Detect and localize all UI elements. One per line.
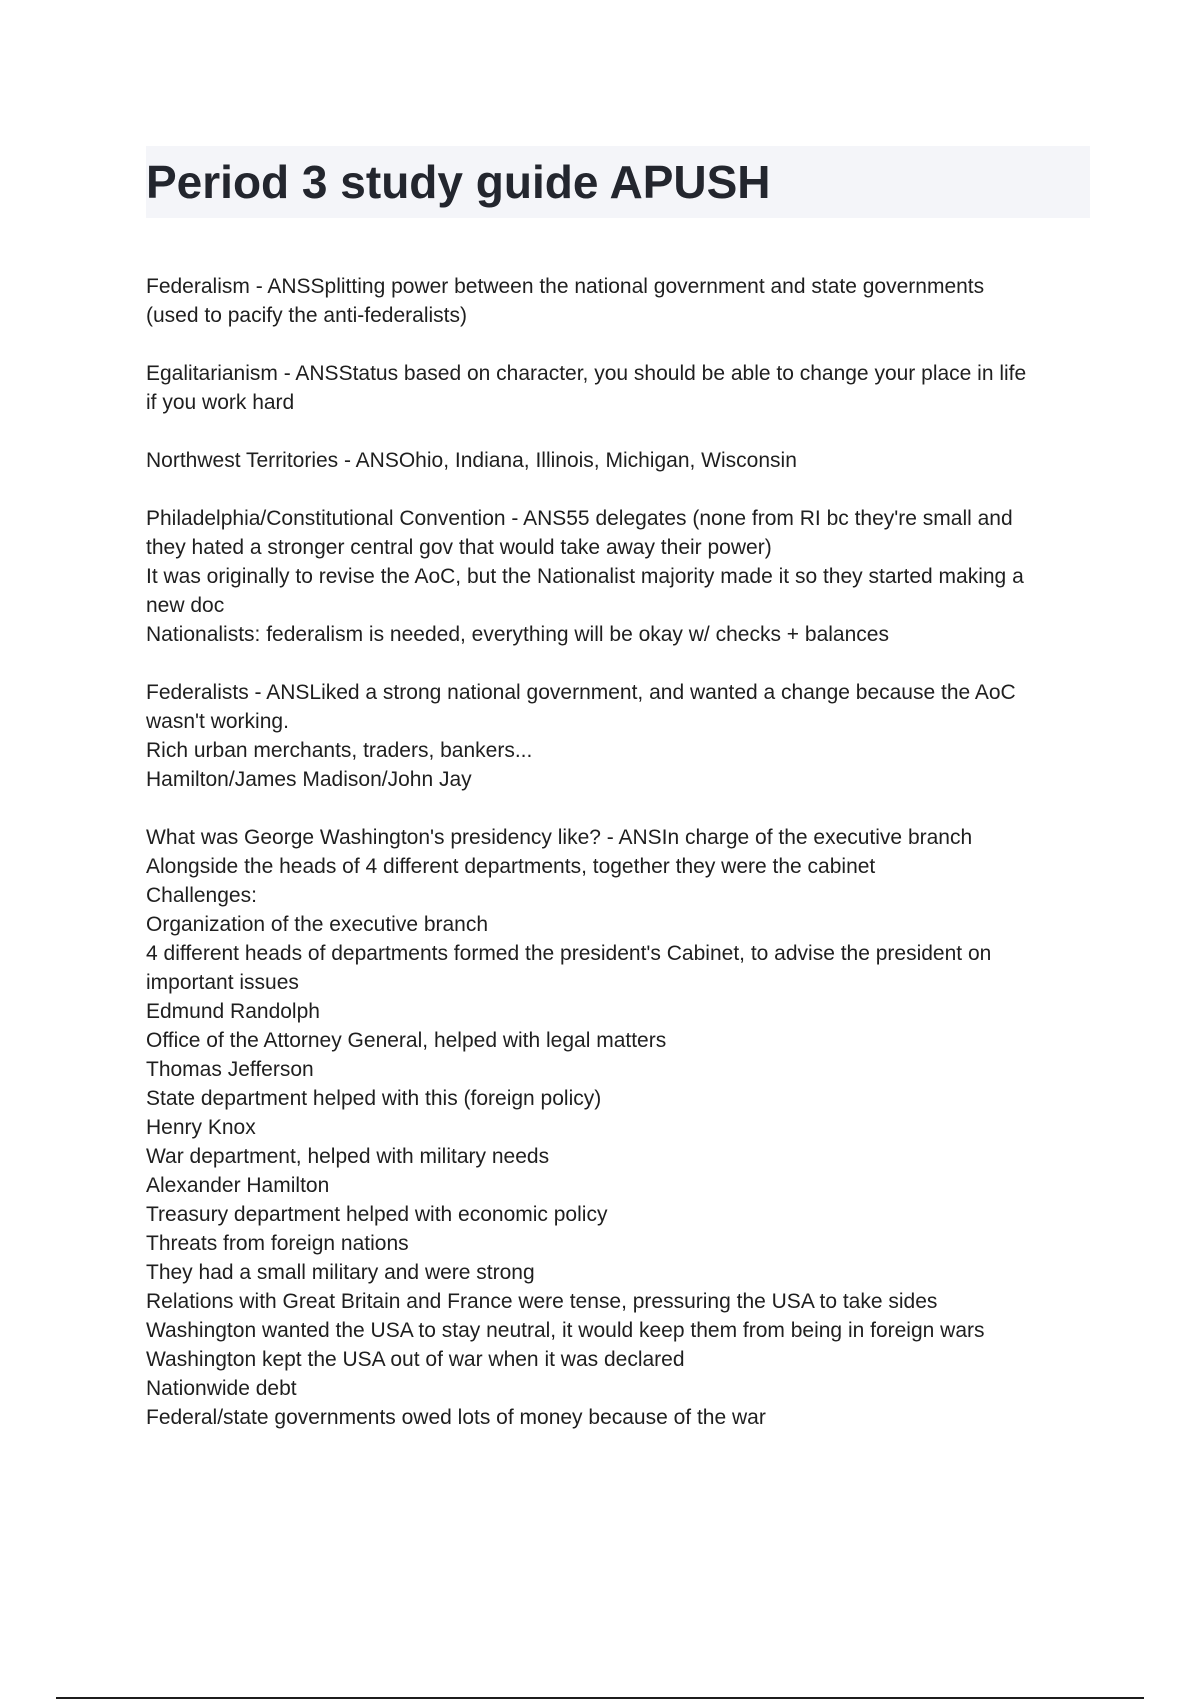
- study-entry: [146, 678, 1090, 794]
- entry-line: Federal/state governments owed lots of money because of the war: [146, 1406, 766, 1429]
- title-banner: [146, 146, 1090, 218]
- entry-line: Challenges:: [146, 884, 257, 907]
- document-title: Period 3 study guide APUSH: [146, 156, 771, 208]
- entry-line: Organization of the executive branch: [146, 913, 489, 936]
- study-entry: [146, 272, 1090, 330]
- study-entry: [146, 823, 1090, 1432]
- entry-line: Alexander Hamilton: [146, 1174, 330, 1197]
- entry-line: It was originally to revise the AoC, but the Nationalist majority made it so they started making a: [146, 565, 1024, 588]
- entry-line: if you work hard: [146, 391, 295, 414]
- entry-line: Northwest Territories - ANSOhio, Indiana, Illinois, Michigan, Wisconsin: [146, 449, 797, 472]
- entry-line: Federalists - ANSLiked a strong national government, and wanted a change because the AoC: [146, 681, 1016, 704]
- entry-line: Thomas Jefferson: [146, 1058, 314, 1081]
- page-bottom-rule: [56, 1697, 1144, 1699]
- entry-line: Philadelphia/Constitutional Convention - ANS55 delegates (none from RI bc they're small and: [146, 507, 1013, 530]
- entry-line: Alongside the heads of 4 different departments, together they were the cabinet: [146, 855, 876, 878]
- entry-line: What was George Washington's presidency like? - ANSIn charge of the executive branch: [146, 826, 973, 849]
- entry-line: Washington kept the USA out of war when it was declared: [146, 1348, 685, 1371]
- entry-line: Relations with Great Britain and France were tense, pressuring the USA to take sides: [146, 1290, 938, 1313]
- entry-line: Office of the Attorney General, helped with legal matters: [146, 1029, 667, 1052]
- entry-line: Rich urban merchants, traders, bankers...: [146, 739, 533, 762]
- entry-line: Egalitarianism - ANSStatus based on character, you should be able to change your place in life: [146, 362, 1027, 385]
- entry-line: They had a small military and were strong: [146, 1261, 535, 1284]
- entry-line: new doc: [146, 594, 225, 617]
- entry-line: Nationalists: federalism is needed, everything will be okay w/ checks + balances: [146, 623, 889, 646]
- entry-line: War department, helped with military needs: [146, 1145, 550, 1168]
- study-entry: [146, 359, 1090, 417]
- entry-line: wasn't working.: [146, 710, 289, 733]
- entry-line: Henry Knox: [146, 1116, 256, 1139]
- entry-line: 4 different heads of departments formed the president's Cabinet, to advise the president on: [146, 942, 992, 965]
- entry-line: they hated a stronger central gov that would take away their power): [146, 536, 772, 559]
- entry-line: State department helped with this (foreign policy): [146, 1087, 602, 1110]
- entry-line: Washington wanted the USA to stay neutral, it would keep them from being in foreign wars: [146, 1319, 985, 1342]
- study-guide-body: [146, 272, 1090, 1461]
- entry-line: Nationwide debt: [146, 1377, 297, 1400]
- entry-line: Edmund Randolph: [146, 1000, 320, 1023]
- study-entry: [146, 504, 1090, 649]
- entry-line: Federalism - ANSSplitting power between the national government and state governments: [146, 275, 985, 298]
- entry-line: Threats from foreign nations: [146, 1232, 409, 1255]
- study-entry: [146, 446, 1090, 475]
- entry-line: Treasury department helped with economic policy: [146, 1203, 608, 1226]
- entry-line: Hamilton/James Madison/John Jay: [146, 768, 472, 791]
- entry-line: important issues: [146, 971, 299, 994]
- entry-line: (used to pacify the anti-federalists): [146, 304, 467, 327]
